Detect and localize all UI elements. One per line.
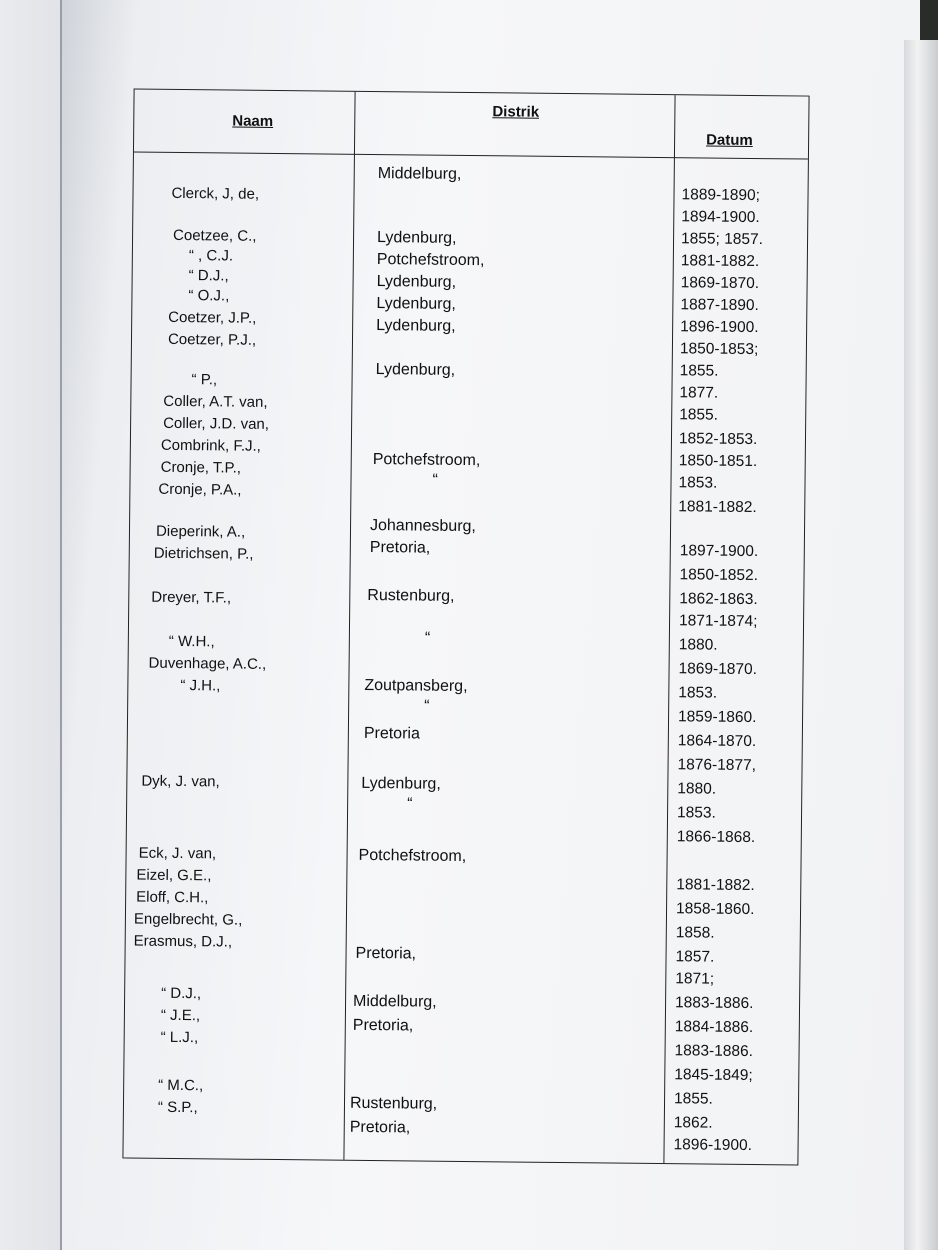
date-entry: 1871-1874; bbox=[678, 612, 758, 631]
district-entry: “ bbox=[424, 697, 430, 715]
district-entry: Lydenburg, bbox=[376, 295, 456, 313]
date-entry: 1855; 1857. bbox=[680, 230, 764, 249]
district-entry: Pretoria, bbox=[349, 1118, 411, 1137]
date-entry: 1877. bbox=[679, 384, 719, 402]
date-entry: 1897-1900. bbox=[679, 542, 759, 561]
date-entry: 1881-1882. bbox=[676, 876, 755, 895]
date-entry: 1852-1853. bbox=[678, 430, 758, 449]
date-entry: 1862. bbox=[673, 1114, 713, 1132]
name-entry: Clerck, J, de, bbox=[171, 184, 260, 203]
name-entry: Engelbrecht, G., bbox=[133, 910, 243, 929]
name-entry: Coetzer, P.J., bbox=[167, 330, 257, 349]
date-entry: 1880. bbox=[677, 780, 717, 798]
name-entry: Coetzee, C., bbox=[172, 226, 257, 245]
district-entry: Johannesburg, bbox=[369, 516, 477, 536]
name-entry: Dreyer, T.F., bbox=[151, 588, 232, 607]
date-entry: 1862-1863. bbox=[679, 590, 758, 609]
name-entry: “ J.E., bbox=[160, 1006, 201, 1025]
name-entry: Erasmus, D.J., bbox=[133, 932, 233, 951]
date-entry: 1894-1900. bbox=[681, 208, 760, 227]
name-entry: Dyk, J. van, bbox=[141, 772, 220, 791]
header-distrik: Distrik bbox=[492, 103, 540, 121]
date-entry: 1881-1882. bbox=[678, 498, 757, 517]
date-entry: 1853. bbox=[678, 474, 718, 492]
name-entry: Coller, J.D. van, bbox=[163, 414, 270, 433]
district-entry: Pretoria, bbox=[352, 1016, 414, 1035]
date-entry: 1855. bbox=[679, 362, 719, 380]
date-entry: 1858. bbox=[675, 924, 715, 942]
name-entry: Duvenhage, A.C., bbox=[148, 654, 267, 673]
name-entry: “ W.H., bbox=[168, 632, 215, 651]
name-entry: “ D.J., bbox=[161, 984, 202, 1003]
district-entry: “ bbox=[407, 795, 413, 813]
district-entry: Pretoria, bbox=[355, 944, 417, 963]
district-entry: Lydenburg, bbox=[361, 774, 441, 793]
district-entry: “ bbox=[424, 629, 431, 647]
date-entry: 1883-1886. bbox=[674, 1042, 754, 1061]
name-entry: “ , C.J. bbox=[188, 247, 234, 265]
date-entry: 1855. bbox=[673, 1090, 713, 1108]
name-entry: “ L.J., bbox=[160, 1028, 199, 1047]
district-entry: “ bbox=[432, 471, 438, 489]
date-entry: 1853. bbox=[676, 804, 716, 822]
name-entry: Dieperink, A., bbox=[155, 522, 246, 541]
name-entry: “ J.H., bbox=[180, 677, 221, 695]
name-entry: Eck, J. van, bbox=[138, 844, 217, 863]
name-entry: Cronje, P.A., bbox=[158, 480, 242, 499]
district-entry: Zoutpansberg, bbox=[364, 676, 468, 696]
date-entry: 1858-1860. bbox=[675, 900, 755, 919]
name-entry: Coetzer, J.P., bbox=[168, 308, 257, 327]
district-entry: Lydenburg, bbox=[376, 317, 456, 335]
district-entry: Middelburg, bbox=[377, 165, 462, 183]
name-entry: Cronje, T.P., bbox=[160, 458, 242, 477]
date-entry: 1864-1870. bbox=[677, 732, 757, 751]
date-entry: 1845-1849; bbox=[674, 1066, 753, 1085]
district-entry: Pretoria, bbox=[369, 538, 431, 557]
date-entry: 1883-1886. bbox=[674, 994, 754, 1013]
date-entry: 1896-1900. bbox=[673, 1136, 753, 1155]
district-entry: Lydenburg, bbox=[376, 273, 457, 291]
date-entry: 1887-1890. bbox=[680, 296, 759, 315]
register-table bbox=[122, 88, 809, 1165]
date-entry: 1850-1853; bbox=[679, 340, 759, 359]
page-edge bbox=[904, 40, 938, 1250]
district-entry: Lydenburg, bbox=[376, 229, 457, 247]
date-entry: 1871; bbox=[675, 970, 715, 988]
date-entry: 1884-1886. bbox=[674, 1018, 754, 1037]
name-entry: “ O.J., bbox=[188, 287, 230, 305]
name-entry: “ D.J., bbox=[188, 267, 229, 285]
header-datum: Datum bbox=[706, 131, 753, 149]
date-entry: 1855. bbox=[679, 406, 719, 424]
district-entry: Rustenburg, bbox=[367, 586, 455, 605]
date-entry: 1896-1900. bbox=[680, 318, 759, 337]
district-entry: Lydenburg, bbox=[375, 361, 456, 379]
name-entry: “ S.P., bbox=[157, 1098, 198, 1117]
district-entry: Rustenburg, bbox=[349, 1094, 438, 1113]
name-entry: Dietrichsen, P., bbox=[153, 544, 254, 563]
date-entry: 1869-1870. bbox=[680, 274, 760, 293]
date-entry: 1881-1882. bbox=[680, 252, 760, 271]
date-entry: 1853. bbox=[678, 684, 718, 702]
district-entry: Potchefstroom, bbox=[372, 451, 481, 470]
date-entry: 1889-1890; bbox=[681, 186, 761, 205]
date-entry: 1869-1870. bbox=[678, 660, 758, 679]
date-entry: 1880. bbox=[678, 636, 718, 654]
name-entry: “ P., bbox=[191, 371, 218, 389]
date-entry: 1850-1851. bbox=[678, 452, 758, 471]
name-entry: “ M.C., bbox=[158, 1076, 204, 1095]
column-divider bbox=[663, 95, 675, 1163]
date-entry: 1859-1860. bbox=[677, 708, 757, 727]
name-entry: Coller, A.T. van, bbox=[163, 392, 268, 411]
header-divider bbox=[134, 151, 808, 159]
header-naam: Naam bbox=[232, 112, 274, 130]
name-entry: Eloff, C.H., bbox=[136, 888, 209, 907]
date-entry: 1850-1852. bbox=[679, 566, 759, 585]
district-entry: Potchefstroom, bbox=[358, 846, 467, 866]
district-entry: Middelburg, bbox=[352, 992, 437, 1011]
name-entry: Eizel, G.E., bbox=[136, 866, 212, 885]
name-entry: Combrink, F.J., bbox=[160, 436, 262, 455]
date-entry: 1866-1868. bbox=[676, 828, 756, 847]
district-entry: Pretoria bbox=[363, 724, 420, 743]
date-entry: 1876-1877, bbox=[677, 756, 757, 775]
date-entry: 1857. bbox=[675, 948, 715, 966]
district-entry: Potchefstroom, bbox=[376, 251, 485, 270]
